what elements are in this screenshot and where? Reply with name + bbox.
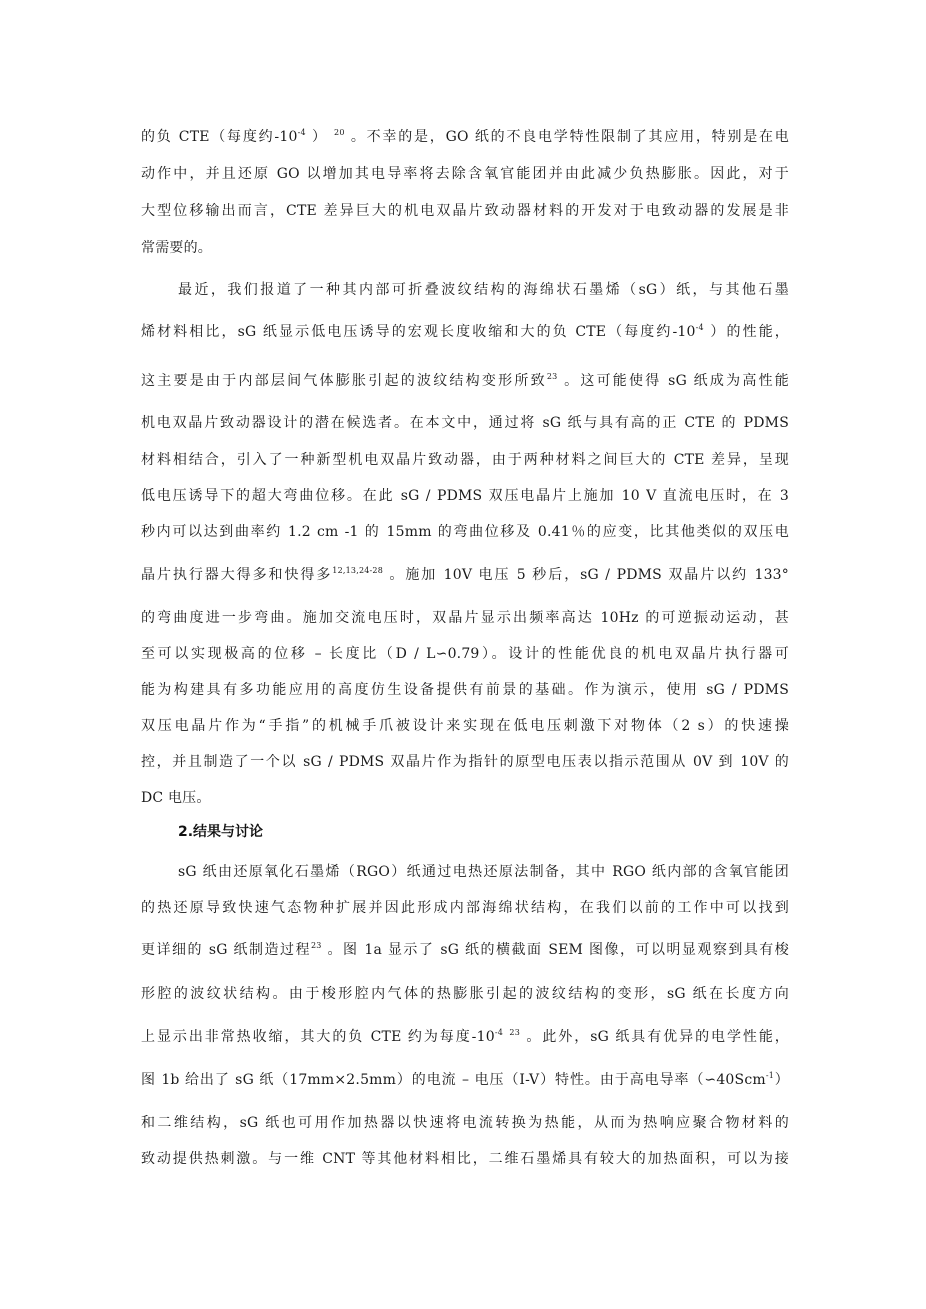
text-line: 的负 CTE（每度约$-10^{-4}$ ） $^{20}$ 。不幸的是，GO 纸的不良电学特性限制了其应用，特别是在电 [141,128,789,145]
text-line: 动作中，并且还原 GO 以增加其电导率将去除含氧官能团并由此减少负热膨胀。因此，对于 [141,166,789,182]
text-line: 晶片执行器大得多和快得多$^{12,13,24-28}$ 。施加 10V 电压 5 秒后，sG / PDMS 双晶片以约 133° [141,566,789,583]
text-line: 上显示出非常热收缩，其大的负 CTE 约为每度$-10^{-4}$ $^{23}$ 。此外，sG 纸具有优异的电学性能， [141,1028,789,1045]
text-line: 至可以实现极高的位移 – 长度比（D / L∽0.79）。设计的性能优良的机电双晶片执行器可 [141,646,789,662]
text-line: 机电双晶片致动器设计的潜在候选者。在本文中，通过将 sG 纸与具有高的正 CTE 的 PDMS [141,415,789,431]
text-line: 材料相结合，引入了一种新型机电双晶片致动器，由于两种材料之间巨大的 CTE 差异，呈现 [141,452,789,468]
text-line: 常需要的。 [141,240,212,256]
text-line: 双压电晶片作为“手指”的机械手爪被设计来实现在低电压刺激下对物体（2 s）的快速操 [141,718,789,734]
text-line: 能为构建具有多功能应用的高度仿生设备提供有前景的基础。作为演示，使用 sG / PDMS [141,682,789,698]
text-line: DC 电压。 [141,790,211,806]
text-line: 更详细的 sG 纸制造过程$^{23}$ 。图 1a 显示了 sG 纸的横截面 SEM 图像，可以明显观察到具有梭 [141,941,789,958]
text-line: 的热还原导致快速气态物种扩展并因此形成内部海绵状结构，在我们以前的工作中可以找到 [141,900,789,916]
text-line: 致动提供热刺激。与一维 CNT 等其他材料相比，二维石墨烯具有较大的加热面积，可以为接 [141,1151,789,1167]
text-line: 的弯曲度进一步弯曲。施加交流电压时，双晶片显示出频率高达 10Hz 的可逆振动运动，甚 [141,610,789,626]
text-line: 大型位移输出而言，CTE 差异巨大的机电双晶片致动器材料的开发对于电致动器的发展是非 [141,203,789,219]
text-line: 烯材料相比，sG 纸显示低电压诱导的宏观长度收缩和大的负 CTE（每度约$-10^{-4}$ ）的性能， [141,323,789,340]
text-line: 控，并且制造了一个以 sG / PDMS 双晶片作为指针的原型电压表以指示范围从 0V 到 10V 的 [141,754,789,770]
text-line: 形腔的波纹状结构。由于梭形腔内气体的热膨胀引起的波纹结构的变形，sG 纸在长度方向 [141,986,789,1002]
section-heading: 2.结果与讨论 [178,824,264,840]
text-line: 图 1b 给出了 sG 纸（17mm×2.5mm）的电流 – 电压（I-V）特性。由于高电导率（∽40Scm$^{-1}$） [141,1071,789,1088]
text-line: 和二维结构，sG 纸也可用作加热器以快速将电流转换为热能，从而为热响应聚合物材料的 [141,1115,789,1131]
text-line: 低电压诱导下的超大弯曲位移。在此 sG / PDMS 双压电晶片上施加 10 V 直流电压时，在 3 [141,488,789,504]
paragraph-first-line: 最近，我们报道了一种其内部可折叠波纹结构的海绵状石墨烯（sG）纸，与其他石墨 [178,282,789,298]
text-line: 这主要是由于内部层间气体膨胀引起的波纹结构变形所致$^{23}$ 。这可能使得 sG 纸成为高性能 [141,372,789,389]
paragraph-first-line: sG 纸由还原氧化石墨烯（RGO）纸通过电热还原法制备，其中 RGO 纸内部的含氧官能团 [178,864,789,880]
text-line: 秒内可以达到曲率约 1.2 cm -1 的 15mm 的弯曲位移及 0.41％的应变，比其他类似的双压电 [141,524,789,540]
